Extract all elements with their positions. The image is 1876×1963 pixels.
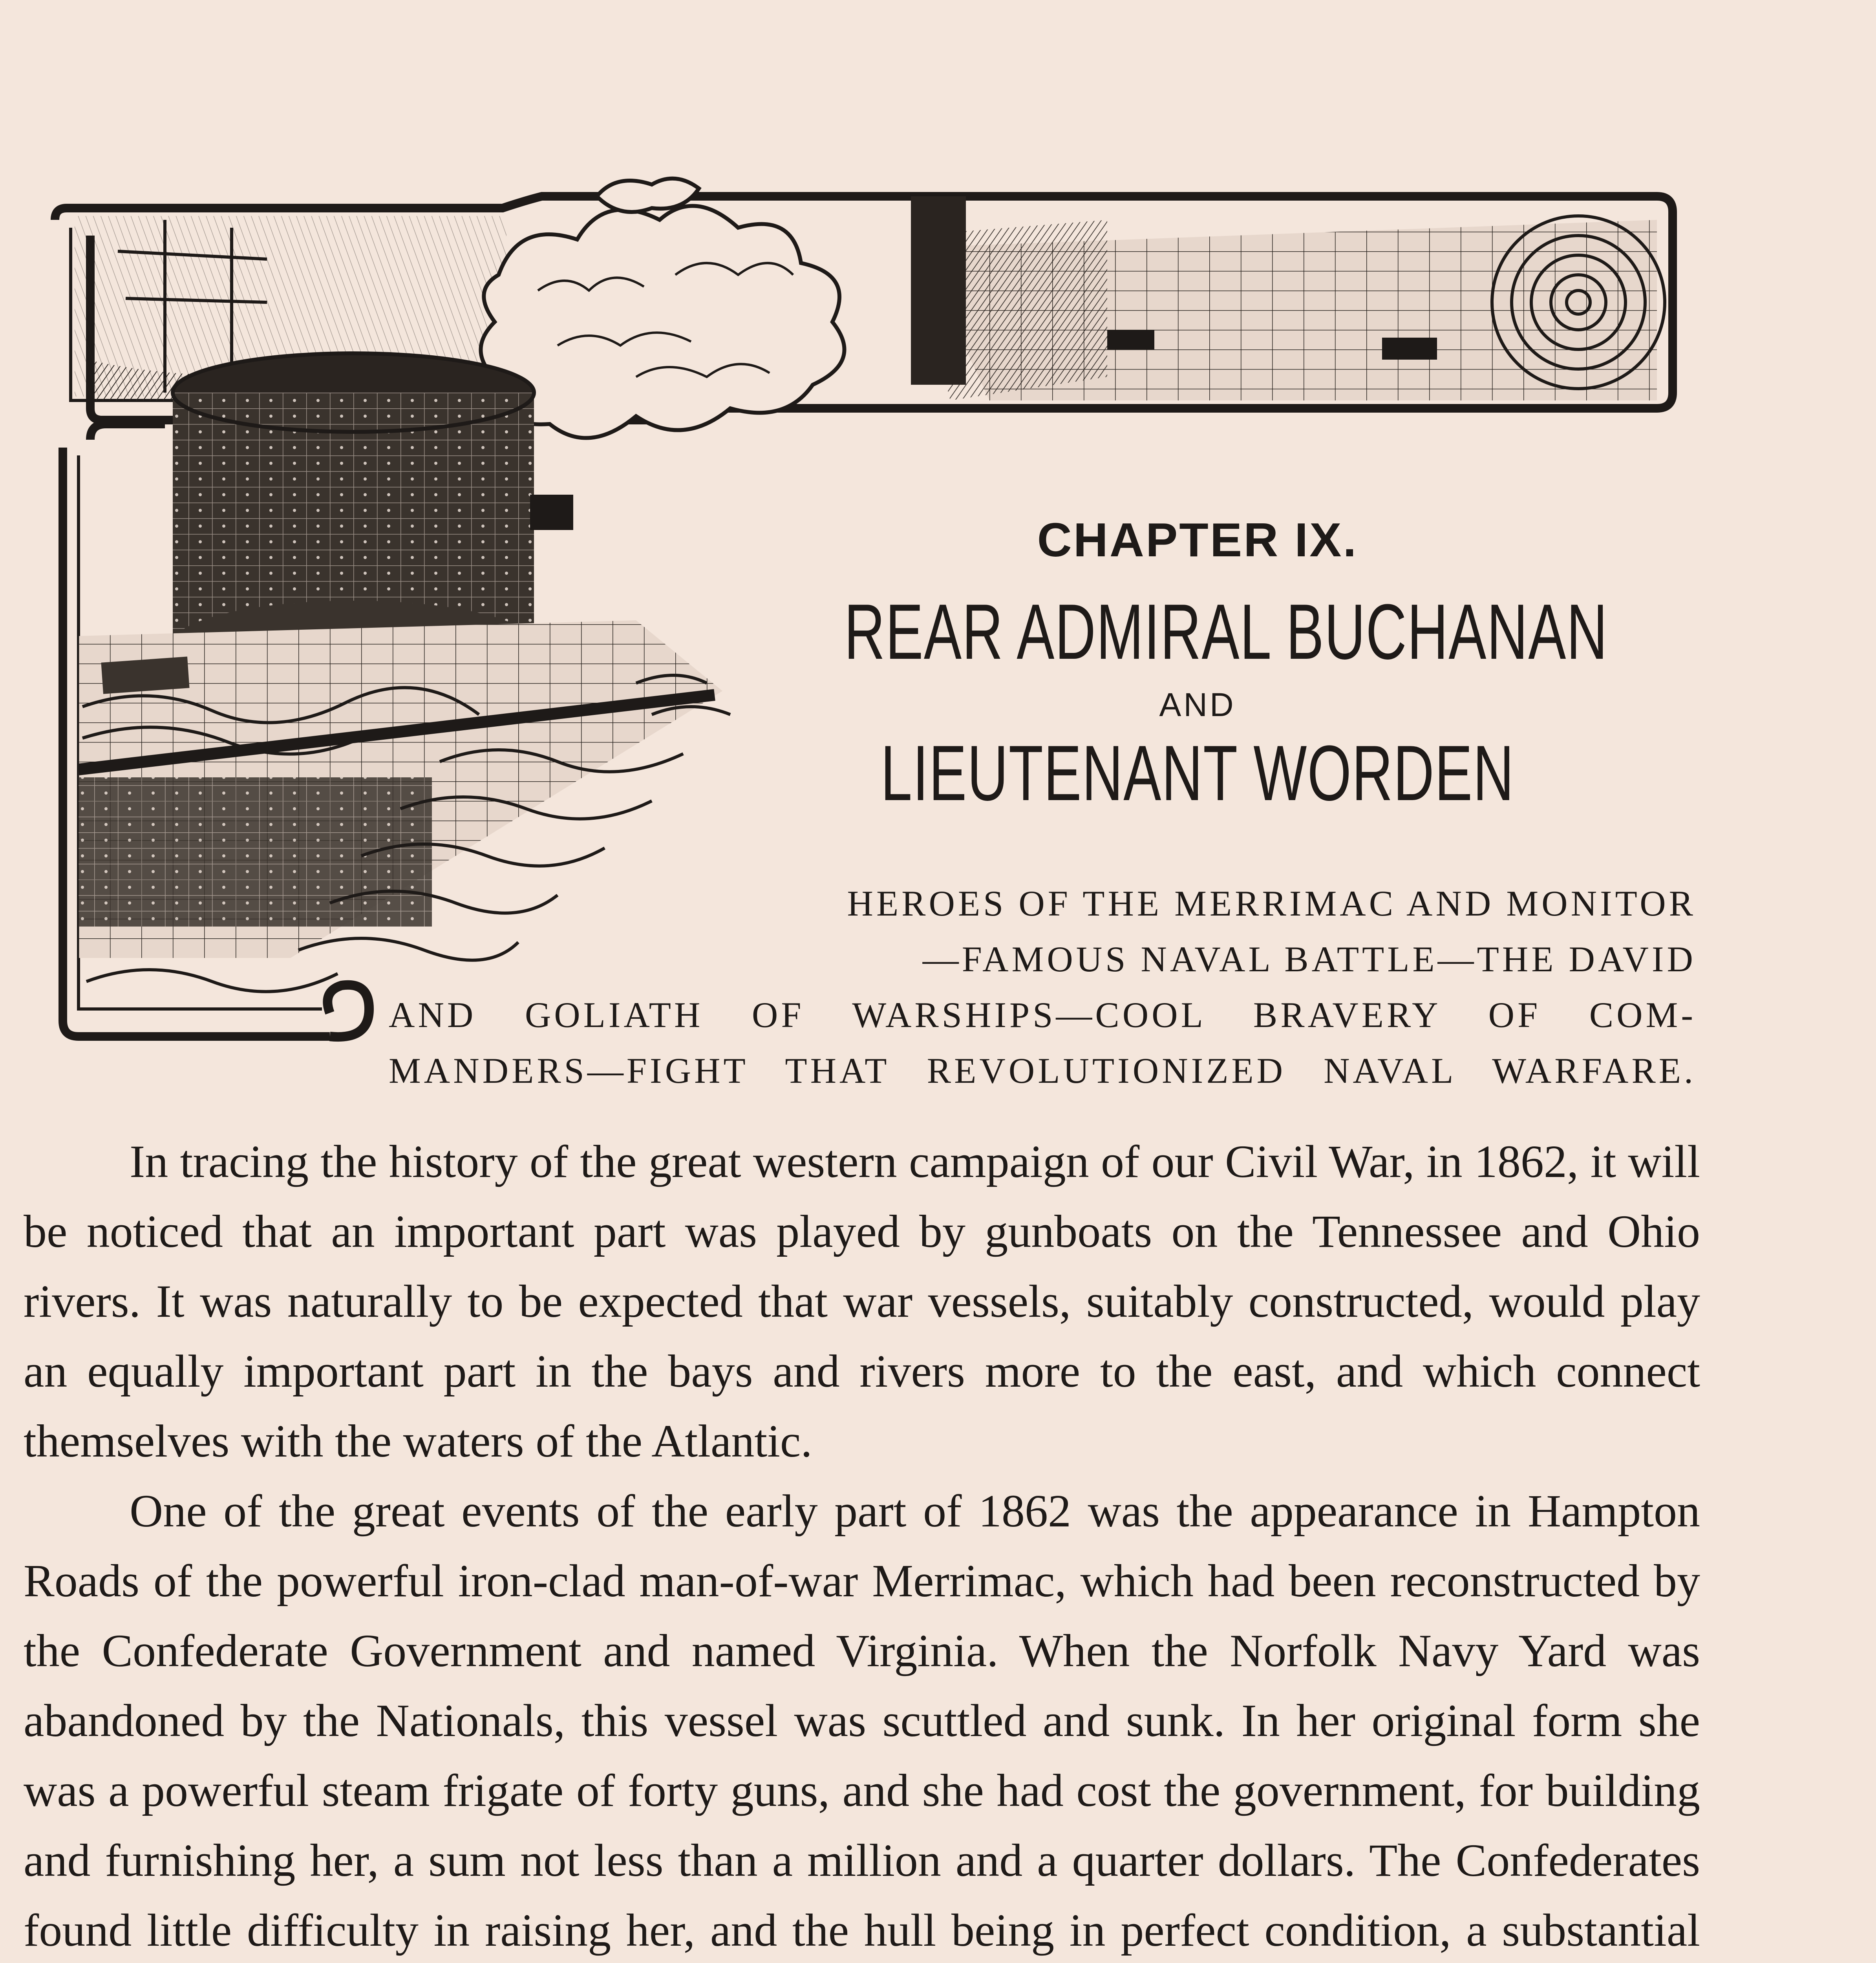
summary-line: AND GOLIATH OF WARSHIPS—COOL BRAVERY OF COM- xyxy=(389,995,1696,1035)
summary-line: —FAMOUS NAVAL BATTLE—THE DAVID xyxy=(922,939,1696,979)
summary-line: HEROES OF THE MERRIMAC AND MONITOR xyxy=(847,883,1696,923)
paragraph: One of the great events of the early part of 1862 was the appearance in Hampton Roads of the powerful iron-clad man-of-war Merrimac, which had been reconstructed by the Confederate Government and named Virginia. When the Norfolk Navy Yard was abandoned by the Nationals, this vessel was scuttled and sunk. In her original form she was a powerful steam frigate of forty guns, and she had cost the government, for building and furnishing her, a sum not less than a million and a quarter dollars. The Confederates found little difficulty in raising her, and the hull being in perfect condition, a substantial xyxy=(24,1485,1700,1956)
chapter-title-line-2: LIEUTENANT WORDEN xyxy=(881,729,1514,817)
chapter-summary xyxy=(389,875,1696,1098)
body-text xyxy=(24,1127,1700,1963)
chapter-title-line-1: REAR ADMIRAL BUCHANAN xyxy=(844,588,1608,676)
chapter-heading xyxy=(707,510,1688,821)
summary-line: MANDERS—FIGHT THAT REVOLUTIONIZED NAVAL WARFARE. xyxy=(389,1051,1696,1091)
paragraph: In tracing the history of the great western campaign of our Civil War, in 1862, it will be noticed that an important part was played by gunboats on the Tennessee and Ohio rivers. It was naturally to be expected that war vessels, suitably constructed, would play an equally important part in the bays and rivers more to the east, and which connect themselves with the waters of the Atlantic. xyxy=(24,1136,1700,1467)
chapter-number: CHAPTER IX. xyxy=(1037,513,1358,567)
chapter-title-and: AND xyxy=(1159,686,1236,723)
